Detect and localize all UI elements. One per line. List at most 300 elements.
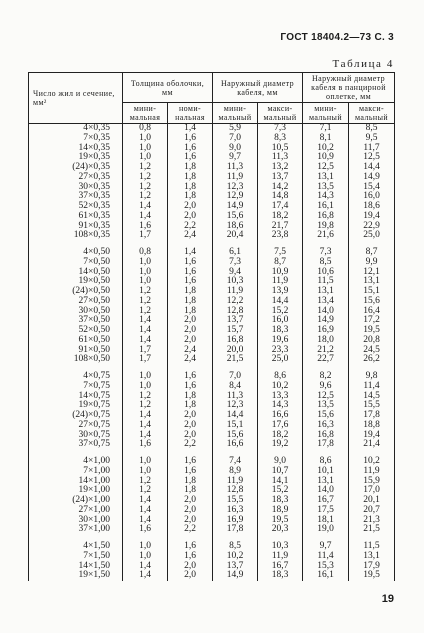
sheath-nom-cell: 1,6 — [168, 552, 213, 562]
braid-max-cell: 21,4 — [349, 440, 395, 450]
braid-min-cell: 14,9 — [303, 316, 349, 326]
diam-max-cell: 10,3 — [258, 542, 303, 552]
sheath-nom-cell: 2,0 — [168, 336, 213, 346]
cores-cell: 30×0,50 — [29, 307, 123, 317]
cores-cell: 4×0,35 — [29, 124, 123, 134]
cores-cell: 7×0,75 — [29, 382, 123, 392]
braid-min-cell: 10,6 — [303, 268, 349, 278]
braid-max-cell: 13,1 — [349, 552, 395, 562]
sheath-nom-cell: 1,8 — [168, 163, 213, 173]
sheath-nom-cell: 2,0 — [168, 516, 213, 526]
cores-cell: 27×0,50 — [29, 297, 123, 307]
cores-cell: 4×1,00 — [29, 457, 123, 467]
braid-min-cell: 14,0 — [303, 307, 349, 317]
sheath-min-cell: 1,0 — [123, 258, 168, 268]
cores-cell: 4×0,75 — [29, 372, 123, 382]
braid-min-cell: 13,1 — [303, 173, 349, 183]
cores-cell: 14×1,00 — [29, 477, 123, 487]
table-row — [29, 525, 395, 535]
header-braid-max: макси-мальный — [349, 103, 395, 124]
sheath-nom-cell: 1,8 — [168, 307, 213, 317]
diam-max-cell: 11,9 — [258, 277, 303, 287]
braid-max-cell: 25,0 — [349, 231, 395, 241]
sheath-nom-cell: 1,8 — [168, 297, 213, 307]
diam-min-cell: 11,9 — [213, 287, 258, 297]
braid-max-cell: 12,1 — [349, 268, 395, 278]
braid-max-cell: 17,2 — [349, 316, 395, 326]
cores-cell: 52×0,50 — [29, 326, 123, 336]
sheath-min-cell: 1,0 — [123, 144, 168, 154]
braid-max-cell: 19,5 — [349, 571, 395, 581]
diam-min-cell: 5,9 — [213, 124, 258, 134]
diam-min-cell: 7,0 — [213, 134, 258, 144]
braid-min-cell: 11,4 — [303, 552, 349, 562]
braid-min-cell: 13,1 — [303, 477, 349, 487]
braid-max-cell: 8,7 — [349, 248, 395, 258]
diam-min-cell: 12,3 — [213, 401, 258, 411]
braid-max-cell: 14,9 — [349, 173, 395, 183]
braid-min-cell: 13,5 — [303, 183, 349, 193]
cores-cell: 27×1,00 — [29, 506, 123, 516]
header-sheath-nom: номи-нальная — [168, 103, 213, 124]
sheath-min-cell: 1,0 — [123, 134, 168, 144]
cores-cell: 27×0,75 — [29, 421, 123, 431]
table-row — [29, 571, 395, 581]
sheath-min-cell: 1,4 — [123, 421, 168, 431]
braid-min-cell: 21,6 — [303, 231, 349, 241]
cores-cell: 19×1,00 — [29, 486, 123, 496]
braid-max-cell: 17,0 — [349, 486, 395, 496]
header-braid-min: мини-мальный — [303, 103, 349, 124]
diam-min-cell: 10,2 — [213, 552, 258, 562]
sheath-nom-cell: 1,8 — [168, 173, 213, 183]
diam-max-cell: 8,3 — [258, 134, 303, 144]
sheath-min-cell: 1,2 — [123, 486, 168, 496]
diam-max-cell: 18,3 — [258, 496, 303, 506]
cores-cell: 14×0,35 — [29, 144, 123, 154]
diam-max-cell: 13,9 — [258, 287, 303, 297]
sheath-min-cell: 1,6 — [123, 440, 168, 450]
sheath-min-cell: 1,7 — [123, 346, 168, 356]
sheath-nom-cell: 1,8 — [168, 401, 213, 411]
sheath-min-cell: 1,6 — [123, 525, 168, 535]
braid-max-cell: 20,8 — [349, 336, 395, 346]
diam-max-cell: 25,0 — [258, 355, 303, 365]
header-diam-max: макси-мальный — [258, 103, 303, 124]
sheath-min-cell: 1,2 — [123, 173, 168, 183]
sheath-min-cell: 1,2 — [123, 401, 168, 411]
braid-min-cell: 10,9 — [303, 153, 349, 163]
diam-max-cell: 10,7 — [258, 467, 303, 477]
sheath-min-cell: 1,7 — [123, 355, 168, 365]
cores-cell: 19×0,35 — [29, 153, 123, 163]
diam-min-cell: 12,9 — [213, 192, 258, 202]
sheath-nom-cell: 2,0 — [168, 326, 213, 336]
sheath-nom-cell: 1,6 — [168, 277, 213, 287]
cores-cell: 30×0,75 — [29, 431, 123, 441]
diam-max-cell: 9,0 — [258, 457, 303, 467]
diam-max-cell: 15,2 — [258, 486, 303, 496]
sheath-min-cell: 1,2 — [123, 163, 168, 173]
braid-min-cell: 16,7 — [303, 496, 349, 506]
braid-min-cell: 17,5 — [303, 506, 349, 516]
diam-min-cell: 6,1 — [213, 248, 258, 258]
braid-min-cell: 7,1 — [303, 124, 349, 134]
braid-min-cell: 16,3 — [303, 421, 349, 431]
diam-max-cell: 10,9 — [258, 268, 303, 278]
sheath-nom-cell: 2,0 — [168, 411, 213, 421]
sheath-nom-cell: 1,8 — [168, 192, 213, 202]
diam-min-cell: 15,6 — [213, 431, 258, 441]
cores-cell: 27×0,35 — [29, 173, 123, 183]
cores-cell: 52×0,35 — [29, 202, 123, 212]
diam-max-cell: 19,6 — [258, 336, 303, 346]
braid-max-cell: 9,5 — [349, 134, 395, 144]
braid-max-cell: 13,1 — [349, 277, 395, 287]
cores-cell: 19×0,50 — [29, 277, 123, 287]
braid-max-cell: 11,7 — [349, 144, 395, 154]
braid-max-cell: 17,8 — [349, 411, 395, 421]
cores-cell: 14×0,50 — [29, 268, 123, 278]
cores-cell: 37×0,50 — [29, 316, 123, 326]
braid-max-cell: 11,4 — [349, 382, 395, 392]
diam-max-cell: 16,6 — [258, 411, 303, 421]
braid-max-cell: 22,9 — [349, 222, 395, 232]
braid-max-cell: 17,9 — [349, 562, 395, 572]
sheath-min-cell: 1,4 — [123, 336, 168, 346]
diam-min-cell: 11,3 — [213, 163, 258, 173]
braid-max-cell: 11,9 — [349, 467, 395, 477]
diam-min-cell: 16,8 — [213, 336, 258, 346]
sheath-min-cell: 1,4 — [123, 202, 168, 212]
braid-min-cell: 8,6 — [303, 457, 349, 467]
sheath-nom-cell: 1,6 — [168, 542, 213, 552]
braid-min-cell: 19,0 — [303, 525, 349, 535]
sheath-min-cell: 1,7 — [123, 231, 168, 241]
diam-min-cell: 8,4 — [213, 382, 258, 392]
diam-min-cell: 17,8 — [213, 525, 258, 535]
braid-min-cell: 22,7 — [303, 355, 349, 365]
diam-min-cell: 9,7 — [213, 153, 258, 163]
cores-cell: 4×0,50 — [29, 248, 123, 258]
diam-max-cell: 11,9 — [258, 552, 303, 562]
sheath-min-cell: 1,2 — [123, 192, 168, 202]
diam-min-cell: 16,6 — [213, 440, 258, 450]
sheath-nom-cell: 2,0 — [168, 496, 213, 506]
sheath-nom-cell: 1,8 — [168, 392, 213, 402]
sheath-nom-cell: 2,0 — [168, 202, 213, 212]
sheath-min-cell: 1,4 — [123, 496, 168, 506]
diam-min-cell: 11,9 — [213, 173, 258, 183]
braid-max-cell: 20,1 — [349, 496, 395, 506]
braid-min-cell: 13,4 — [303, 297, 349, 307]
sheath-min-cell: 1,0 — [123, 552, 168, 562]
sheath-min-cell: 1,4 — [123, 212, 168, 222]
cores-cell: 7×1,50 — [29, 552, 123, 562]
sheath-min-cell: 1,4 — [123, 506, 168, 516]
cores-cell: 61×0,50 — [29, 336, 123, 346]
braid-max-cell: 15,4 — [349, 183, 395, 193]
sheath-nom-cell: 2,0 — [168, 212, 213, 222]
braid-min-cell: 16,1 — [303, 202, 349, 212]
cores-cell: 108×0,35 — [29, 231, 123, 241]
braid-min-cell: 8,5 — [303, 258, 349, 268]
braid-max-cell: 16,4 — [349, 307, 395, 317]
diam-min-cell: 15,7 — [213, 326, 258, 336]
diam-max-cell: 20,3 — [258, 525, 303, 535]
braid-min-cell: 16,8 — [303, 212, 349, 222]
braid-max-cell: 12,5 — [349, 153, 395, 163]
diam-max-cell: 14,4 — [258, 297, 303, 307]
sheath-min-cell: 1,4 — [123, 326, 168, 336]
sheath-min-cell: 1,0 — [123, 372, 168, 382]
braid-max-cell: 19,4 — [349, 212, 395, 222]
braid-min-cell: 8,1 — [303, 134, 349, 144]
cores-cell: 7×1,00 — [29, 467, 123, 477]
sheath-nom-cell: 2,0 — [168, 431, 213, 441]
braid-min-cell: 10,2 — [303, 144, 349, 154]
cores-cell: (24)×0,75 — [29, 411, 123, 421]
diam-max-cell: 16,7 — [258, 562, 303, 572]
table-row — [29, 440, 395, 450]
cores-cell: 19×1,50 — [29, 571, 123, 581]
diam-min-cell: 12,8 — [213, 307, 258, 317]
diam-max-cell: 11,3 — [258, 153, 303, 163]
diam-max-cell: 13,7 — [258, 173, 303, 183]
table-body — [29, 124, 395, 582]
diam-max-cell: 10,5 — [258, 144, 303, 154]
braid-max-cell: 26,2 — [349, 355, 395, 365]
sheath-nom-cell: 1,6 — [168, 134, 213, 144]
sheath-min-cell: 0,8 — [123, 124, 168, 134]
braid-max-cell: 8,5 — [349, 124, 395, 134]
sheath-min-cell: 1,4 — [123, 411, 168, 421]
braid-min-cell: 9,7 — [303, 542, 349, 552]
diam-max-cell: 10,2 — [258, 382, 303, 392]
sheath-nom-cell: 1,6 — [168, 457, 213, 467]
sheath-min-cell: 1,2 — [123, 183, 168, 193]
header-outer-diameter: Наружный диаметр кабеля, мм — [213, 73, 303, 103]
braid-max-cell: 21,3 — [349, 516, 395, 526]
sheath-nom-cell: 2,2 — [168, 525, 213, 535]
sheath-nom-cell: 2,4 — [168, 231, 213, 241]
sheath-nom-cell: 2,4 — [168, 355, 213, 365]
braid-max-cell: 14,4 — [349, 163, 395, 173]
diam-min-cell: 11,9 — [213, 477, 258, 487]
diam-min-cell: 8,5 — [213, 542, 258, 552]
braid-min-cell: 15,3 — [303, 562, 349, 572]
table-row — [29, 231, 395, 241]
sheath-nom-cell: 2,2 — [168, 440, 213, 450]
braid-min-cell: 13,1 — [303, 287, 349, 297]
sheath-nom-cell: 1,8 — [168, 486, 213, 496]
page-number: 19 — [381, 593, 394, 605]
diam-min-cell: 15,1 — [213, 421, 258, 431]
cores-cell: 14×1,50 — [29, 562, 123, 572]
braid-min-cell: 21,2 — [303, 346, 349, 356]
diam-max-cell: 7,5 — [258, 248, 303, 258]
cable-dimensions-table — [28, 72, 395, 581]
sheath-nom-cell: 1,6 — [168, 268, 213, 278]
diam-min-cell: 21,5 — [213, 355, 258, 365]
diam-max-cell: 21,7 — [258, 222, 303, 232]
braid-max-cell: 9,9 — [349, 258, 395, 268]
diam-min-cell: 12,3 — [213, 183, 258, 193]
diam-max-cell: 19,2 — [258, 440, 303, 450]
diam-min-cell: 15,5 — [213, 496, 258, 506]
diam-min-cell: 7,4 — [213, 457, 258, 467]
braid-max-cell: 16,0 — [349, 192, 395, 202]
document-header: ГОСТ 18404.2—73 С. 3 — [280, 32, 394, 43]
braid-max-cell: 14,5 — [349, 392, 395, 402]
diam-min-cell: 10,3 — [213, 277, 258, 287]
braid-min-cell: 16,1 — [303, 571, 349, 581]
diam-min-cell: 12,2 — [213, 297, 258, 307]
diam-min-cell: 7,0 — [213, 372, 258, 382]
diam-min-cell: 11,3 — [213, 392, 258, 402]
diam-max-cell: 17,6 — [258, 421, 303, 431]
diam-min-cell: 14,9 — [213, 202, 258, 212]
sheath-min-cell: 1,0 — [123, 153, 168, 163]
diam-min-cell: 12,8 — [213, 486, 258, 496]
cores-cell: 4×1,50 — [29, 542, 123, 552]
diam-max-cell: 18,3 — [258, 326, 303, 336]
sheath-nom-cell: 1,8 — [168, 477, 213, 487]
cores-cell: 7×0,50 — [29, 258, 123, 268]
diam-max-cell: 18,2 — [258, 431, 303, 441]
braid-min-cell: 14,0 — [303, 486, 349, 496]
diam-max-cell: 7,3 — [258, 124, 303, 134]
diam-min-cell: 15,6 — [213, 212, 258, 222]
braid-min-cell: 12,5 — [303, 392, 349, 402]
sheath-min-cell: 1,2 — [123, 307, 168, 317]
diam-min-cell: 13,7 — [213, 562, 258, 572]
diam-max-cell: 14,1 — [258, 477, 303, 487]
braid-min-cell: 8,2 — [303, 372, 349, 382]
sheath-nom-cell: 2,2 — [168, 222, 213, 232]
diam-max-cell: 18,2 — [258, 212, 303, 222]
braid-min-cell: 19,8 — [303, 222, 349, 232]
braid-min-cell: 7,3 — [303, 248, 349, 258]
header-cores: Число жил и сечение, мм² — [29, 73, 123, 124]
header-sheath-thickness: Толщина оболочки, мм — [123, 73, 213, 103]
cores-cell: 19×0,75 — [29, 401, 123, 411]
braid-max-cell: 19,4 — [349, 431, 395, 441]
diam-max-cell: 23,8 — [258, 231, 303, 241]
sheath-nom-cell: 1,4 — [168, 248, 213, 258]
header-diam-min: мини-мальный — [213, 103, 258, 124]
braid-max-cell: 11,5 — [349, 542, 395, 552]
braid-min-cell: 16,9 — [303, 326, 349, 336]
sheath-min-cell: 1,2 — [123, 477, 168, 487]
diam-max-cell: 16,0 — [258, 316, 303, 326]
table-caption: Таблица 4 — [332, 58, 394, 70]
sheath-min-cell: 1,0 — [123, 382, 168, 392]
braid-min-cell: 18,1 — [303, 516, 349, 526]
sheath-nom-cell: 1,6 — [168, 382, 213, 392]
sheath-min-cell: 1,0 — [123, 457, 168, 467]
cores-cell: 91×0,50 — [29, 346, 123, 356]
cores-cell: 7×0,35 — [29, 134, 123, 144]
sheath-nom-cell: 2,0 — [168, 316, 213, 326]
cores-cell: 30×0,35 — [29, 183, 123, 193]
braid-min-cell: 13,5 — [303, 401, 349, 411]
cores-cell: (24)×0,35 — [29, 163, 123, 173]
braid-min-cell: 18,0 — [303, 336, 349, 346]
braid-max-cell: 15,9 — [349, 477, 395, 487]
braid-min-cell: 16,8 — [303, 431, 349, 441]
sheath-min-cell: 0,8 — [123, 248, 168, 258]
diam-min-cell: 9,0 — [213, 144, 258, 154]
diam-max-cell: 18,3 — [258, 571, 303, 581]
braid-max-cell: 21,5 — [349, 525, 395, 535]
diam-max-cell: 8,7 — [258, 258, 303, 268]
braid-min-cell: 9,6 — [303, 382, 349, 392]
sheath-nom-cell: 1,8 — [168, 287, 213, 297]
braid-min-cell: 11,5 — [303, 277, 349, 287]
sheath-nom-cell: 1,6 — [168, 258, 213, 268]
braid-min-cell: 17,8 — [303, 440, 349, 450]
diam-max-cell: 19,5 — [258, 516, 303, 526]
diam-min-cell: 7,3 — [213, 258, 258, 268]
sheath-nom-cell: 2,0 — [168, 421, 213, 431]
braid-max-cell: 24,5 — [349, 346, 395, 356]
sheath-nom-cell: 1,6 — [168, 372, 213, 382]
diam-min-cell: 16,3 — [213, 506, 258, 516]
sheath-min-cell: 1,2 — [123, 297, 168, 307]
cores-cell: 30×1,00 — [29, 516, 123, 526]
diam-min-cell: 16,9 — [213, 516, 258, 526]
cores-cell: 61×0,35 — [29, 212, 123, 222]
diam-min-cell: 13,7 — [213, 316, 258, 326]
diam-max-cell: 17,4 — [258, 202, 303, 212]
sheath-nom-cell: 2,0 — [168, 506, 213, 516]
diam-min-cell: 14,4 — [213, 411, 258, 421]
sheath-nom-cell: 2,0 — [168, 571, 213, 581]
braid-max-cell: 9,8 — [349, 372, 395, 382]
cores-cell: (24)×0,50 — [29, 287, 123, 297]
header-sheath-min: мини-мальная — [123, 103, 168, 124]
diam-max-cell: 14,8 — [258, 192, 303, 202]
diam-min-cell: 8,9 — [213, 467, 258, 477]
sheath-min-cell: 1,2 — [123, 287, 168, 297]
diam-min-cell: 20,0 — [213, 346, 258, 356]
cores-cell: 14×0,75 — [29, 392, 123, 402]
sheath-nom-cell: 1,8 — [168, 183, 213, 193]
table-row — [29, 355, 395, 365]
cores-cell: 37×0,75 — [29, 440, 123, 450]
diam-min-cell: 9,4 — [213, 268, 258, 278]
braid-max-cell: 18,8 — [349, 421, 395, 431]
diam-max-cell: 8,6 — [258, 372, 303, 382]
braid-max-cell: 15,6 — [349, 297, 395, 307]
sheath-min-cell: 1,6 — [123, 222, 168, 232]
sheath-nom-cell: 1,6 — [168, 467, 213, 477]
braid-min-cell: 12,5 — [303, 163, 349, 173]
sheath-min-cell: 1,0 — [123, 542, 168, 552]
sheath-nom-cell: 2,0 — [168, 562, 213, 572]
cores-cell: (24)×1,00 — [29, 496, 123, 506]
cores-cell: 108×0,50 — [29, 355, 123, 365]
cores-cell: 91×0,35 — [29, 222, 123, 232]
sheath-nom-cell: 2,4 — [168, 346, 213, 356]
sheath-nom-cell: 1,4 — [168, 124, 213, 134]
diam-max-cell: 23,3 — [258, 346, 303, 356]
sheath-min-cell: 1,0 — [123, 268, 168, 278]
diam-max-cell: 14,3 — [258, 401, 303, 411]
sheath-min-cell: 1,0 — [123, 467, 168, 477]
braid-min-cell: 15,6 — [303, 411, 349, 421]
